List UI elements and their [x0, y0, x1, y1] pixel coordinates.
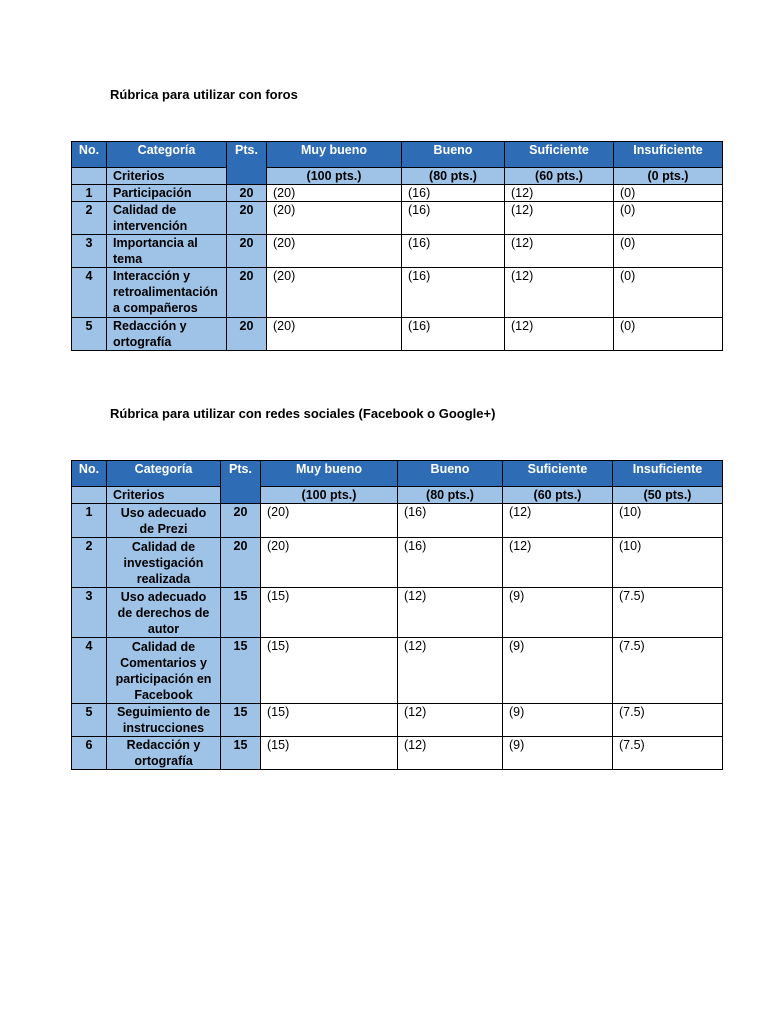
subheader-insuficiente: (50 pts.): [613, 487, 723, 504]
table-row: [72, 318, 723, 351]
row-insuficiente: (10): [613, 538, 723, 588]
row-no: 3: [72, 235, 107, 268]
row-bueno: (16): [402, 235, 505, 268]
header-muy-bueno: Muy bueno: [261, 461, 398, 487]
table-row: [72, 588, 723, 638]
row-no: 2: [72, 202, 107, 235]
row-category: Redacción y ortografía: [107, 737, 221, 770]
row-no: 1: [72, 185, 107, 202]
subheader-no-empty: [72, 168, 107, 185]
header-insuficiente: Insuficiente: [613, 461, 723, 487]
row-category: Participación: [107, 185, 227, 202]
row-suficiente: (9): [503, 638, 613, 704]
row-pts: 20: [221, 504, 261, 538]
row-no: 5: [72, 704, 107, 737]
header-suficiente: Suficiente: [505, 142, 614, 168]
row-insuficiente: (0): [614, 235, 723, 268]
table1-title: Rúbrica para utilizar con foros: [110, 87, 298, 102]
row-muy-bueno: (15): [261, 704, 398, 737]
row-category: Importancia al tema: [107, 235, 227, 268]
header-bueno: Bueno: [398, 461, 503, 487]
row-category: Interacción y retroalimentación a compañeros: [107, 268, 227, 318]
rubric-table-redes-sociales: [71, 460, 723, 770]
row-pts: 20: [227, 268, 267, 318]
header-insuficiente: Insuficiente: [614, 142, 723, 168]
row-muy-bueno: (20): [261, 504, 398, 538]
row-no: 4: [72, 268, 107, 318]
row-no: 6: [72, 737, 107, 770]
row-bueno: (12): [398, 737, 503, 770]
row-muy-bueno: (15): [261, 737, 398, 770]
table-row: [72, 185, 723, 202]
row-insuficiente: (0): [614, 318, 723, 351]
row-no: 3: [72, 588, 107, 638]
row-insuficiente: (0): [614, 268, 723, 318]
row-bueno: (16): [402, 318, 505, 351]
header-category: Categoría: [107, 461, 221, 487]
row-bueno: (16): [398, 504, 503, 538]
row-suficiente: (12): [503, 538, 613, 588]
table2-title: Rúbrica para utilizar con redes sociales (Facebook o Google+): [110, 406, 496, 421]
row-category: Redacción y ortografía: [107, 318, 227, 351]
table-row: [72, 704, 723, 737]
row-suficiente: (12): [505, 268, 614, 318]
row-bueno: (12): [398, 704, 503, 737]
subheader-muy-bueno: (100 pts.): [267, 168, 402, 185]
subheader-no-empty: [72, 487, 107, 504]
row-insuficiente: (0): [614, 185, 723, 202]
row-pts: 15: [221, 638, 261, 704]
row-muy-bueno: (20): [267, 318, 402, 351]
header-no: No.: [72, 142, 107, 168]
row-insuficiente: (7.5): [613, 704, 723, 737]
row-muy-bueno: (20): [267, 235, 402, 268]
row-suficiente: (9): [503, 588, 613, 638]
table-row: [72, 202, 723, 235]
row-no: 2: [72, 538, 107, 588]
row-insuficiente: (10): [613, 504, 723, 538]
subheader-criterios: Criterios: [107, 168, 227, 185]
row-muy-bueno: (20): [267, 268, 402, 318]
row-pts: 20: [221, 538, 261, 588]
row-pts: 20: [227, 318, 267, 351]
row-pts: 15: [221, 588, 261, 638]
row-pts: 20: [227, 202, 267, 235]
table-row: [72, 504, 723, 538]
table-row: [72, 235, 723, 268]
row-muy-bueno: (20): [261, 538, 398, 588]
row-suficiente: (12): [505, 185, 614, 202]
row-pts: 15: [221, 704, 261, 737]
row-muy-bueno: (20): [267, 185, 402, 202]
row-suficiente: (12): [505, 202, 614, 235]
table-row: [72, 737, 723, 770]
subheader-bueno: (80 pts.): [398, 487, 503, 504]
subheader-insuficiente: (0 pts.): [614, 168, 723, 185]
table-row: [72, 538, 723, 588]
row-suficiente: (12): [505, 318, 614, 351]
header-suficiente: Suficiente: [503, 461, 613, 487]
table-row: [72, 638, 723, 704]
subheader-criterios: Criterios: [107, 487, 221, 504]
row-bueno: (16): [402, 202, 505, 235]
row-pts: 20: [227, 235, 267, 268]
row-insuficiente: (0): [614, 202, 723, 235]
row-suficiente: (9): [503, 704, 613, 737]
row-suficiente: (12): [505, 235, 614, 268]
header-no: No.: [72, 461, 107, 487]
row-no: 1: [72, 504, 107, 538]
subheader-muy-bueno: (100 pts.): [261, 487, 398, 504]
row-pts: 15: [221, 737, 261, 770]
header-category: Categoría: [107, 142, 227, 168]
row-muy-bueno: (15): [261, 638, 398, 704]
row-category: Seguimiento de instrucciones: [107, 704, 221, 737]
row-category: Uso adecuado de derechos de autor: [107, 588, 221, 638]
row-category: Calidad de investigación realizada: [107, 538, 221, 588]
rubric-table-foros: [71, 141, 723, 351]
header-pts: Pts.: [227, 142, 267, 185]
row-no: 4: [72, 638, 107, 704]
row-bueno: (16): [398, 538, 503, 588]
subheader-suficiente: (60 pts.): [505, 168, 614, 185]
table-row: [72, 268, 723, 318]
row-suficiente: (9): [503, 737, 613, 770]
header-muy-bueno: Muy bueno: [267, 142, 402, 168]
header-bueno: Bueno: [402, 142, 505, 168]
subheader-bueno: (80 pts.): [402, 168, 505, 185]
row-insuficiente: (7.5): [613, 737, 723, 770]
row-category: Uso adecuado de Prezi: [107, 504, 221, 538]
row-suficiente: (12): [503, 504, 613, 538]
row-bueno: (16): [402, 185, 505, 202]
row-bueno: (12): [398, 638, 503, 704]
row-category: Calidad de Comentarios y participación en Facebook: [107, 638, 221, 704]
row-muy-bueno: (20): [267, 202, 402, 235]
row-insuficiente: (7.5): [613, 588, 723, 638]
row-bueno: (12): [398, 588, 503, 638]
subheader-suficiente: (60 pts.): [503, 487, 613, 504]
row-muy-bueno: (15): [261, 588, 398, 638]
row-bueno: (16): [402, 268, 505, 318]
row-pts: 20: [227, 185, 267, 202]
header-pts: Pts.: [221, 461, 261, 504]
row-no: 5: [72, 318, 107, 351]
row-insuficiente: (7.5): [613, 638, 723, 704]
row-category: Calidad de intervención: [107, 202, 227, 235]
